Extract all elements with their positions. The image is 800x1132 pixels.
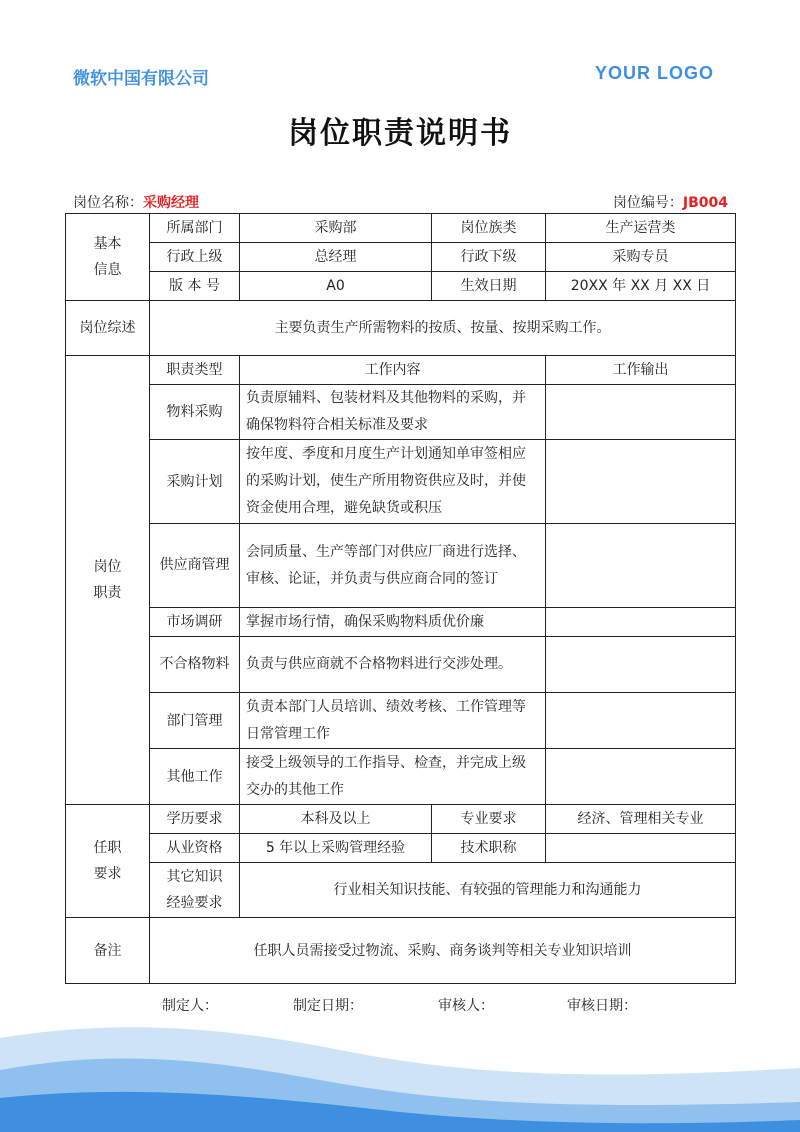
- qualification-row-1: [66, 805, 736, 834]
- maker-label: 制定人：: [162, 998, 218, 1014]
- subordinate-label: 行政下级: [432, 243, 546, 272]
- major-label: 专业要求: [432, 805, 546, 834]
- duty-content: 接受上级领导的工作指导、检查，并完成上级交办的其他工作: [240, 749, 546, 805]
- duty-output: [546, 385, 736, 440]
- superior-label: 行政上级: [150, 243, 240, 272]
- page-title: 岗位职责说明书: [288, 116, 512, 151]
- dept-value: 采购部: [240, 214, 432, 243]
- duty-row: [66, 385, 736, 440]
- duty-content: 掌握市场行情，确保采购物料质优价廉: [240, 608, 546, 637]
- position-code: [613, 192, 728, 212]
- qualification-section-label: 任职要求: [66, 805, 150, 918]
- duty-type-header: 职责类型: [150, 356, 240, 385]
- position-code-label: 岗位编号：: [612, 195, 683, 211]
- basic-row-2: [66, 243, 736, 272]
- duty-content: 负责与供应商就不合格物料进行交涉处理。: [240, 637, 546, 693]
- position-name-label: 岗位名称：: [73, 195, 143, 211]
- duty-output: [546, 749, 736, 805]
- duty-row: [66, 524, 736, 608]
- major-value: 经济、管理相关专业: [546, 805, 736, 834]
- duty-content-header: 工作内容: [240, 356, 546, 385]
- duty-output-header: 工作输出: [546, 356, 736, 385]
- position-name-value: 采购经理: [143, 195, 199, 211]
- position-name: [73, 192, 199, 212]
- duty-type: 物料采购: [150, 385, 240, 440]
- effective-label: 生效日期: [432, 272, 546, 301]
- qualification-row-3: [66, 863, 736, 918]
- other-value: 行业相关知识技能、有较强的管理能力和沟通能力: [240, 863, 736, 918]
- family-value: 生产运营类: [546, 214, 736, 243]
- duty-type: 采购计划: [150, 440, 240, 524]
- title-value: [546, 834, 736, 863]
- company-name: 微软中国有限公司: [73, 69, 209, 89]
- duty-content: 按年度、季度和月度生产计划通知单审签相应的采购计划，使生产所用物资供应及时，并使资金使用合理，避免缺货或积压: [240, 440, 546, 524]
- reviewer-label: 审核人：: [438, 998, 494, 1014]
- edu-value: 本科及以上: [240, 805, 432, 834]
- basic-row-1: [66, 214, 736, 243]
- position-code-value: JB004: [682, 195, 728, 211]
- summary-text: 主要负责生产所需物料的按质、按量、按期采购工作。: [150, 301, 736, 356]
- duty-row: [66, 608, 736, 637]
- title-label: 技术职称: [432, 834, 546, 863]
- make-date-label: 制定日期：: [293, 998, 363, 1014]
- family-label: 岗位族类: [432, 214, 546, 243]
- version-value: A0: [240, 272, 432, 301]
- qualification-row-2: [66, 834, 736, 863]
- decorative-waves: [0, 1010, 800, 1132]
- logo: YOUR LOGO: [594, 63, 714, 83]
- duty-row: [66, 637, 736, 693]
- remarks-row: [66, 918, 736, 984]
- duty-type: 部门管理: [150, 693, 240, 749]
- duty-content: 负责原辅料、包装材料及其他物料的采购，并确保物料符合相关标准及要求: [240, 385, 546, 440]
- job-description-table: [65, 213, 736, 984]
- duty-output: [546, 693, 736, 749]
- basic-section-label: 基本信息: [66, 214, 150, 301]
- summary-section-label: 岗位综述: [66, 301, 150, 356]
- review-date-label: 审核日期：: [567, 998, 637, 1014]
- duty-type: 供应商管理: [150, 524, 240, 608]
- version-label: 版 本 号: [150, 272, 240, 301]
- exp-label: 从业资格: [150, 834, 240, 863]
- subordinate-value: 采购专员: [546, 243, 736, 272]
- remarks-text: 任职人员需接受过物流、采购、商务谈判等相关专业知识培训: [150, 918, 736, 984]
- duty-output: [546, 440, 736, 524]
- duty-content: 负责本部门人员培训、绩效考核、工作管理等日常管理工作: [240, 693, 546, 749]
- duties-section-label: 岗位职责: [66, 356, 150, 805]
- duty-type: 其他工作: [150, 749, 240, 805]
- duty-type: 市场调研: [150, 608, 240, 637]
- dept-label: 所属部门: [150, 214, 240, 243]
- duty-row: [66, 693, 736, 749]
- superior-value: 总经理: [240, 243, 432, 272]
- duty-output: [546, 637, 736, 693]
- basic-row-3: [66, 272, 736, 301]
- other-label: 其它知识经验要求: [150, 863, 240, 918]
- exp-value: 5 年以上采购管理经验: [240, 834, 432, 863]
- duty-row: [66, 440, 736, 524]
- duty-content: 会同质量、生产等部门对供应厂商进行选择、审核、论证，并负责与供应商合同的签订: [240, 524, 546, 608]
- edu-label: 学历要求: [150, 805, 240, 834]
- remarks-section-label: 备注: [66, 918, 150, 984]
- duty-output: [546, 608, 736, 637]
- summary-row: [66, 301, 736, 356]
- duty-output: [546, 524, 736, 608]
- duty-type: 不合格物料: [150, 637, 240, 693]
- duties-header-row: [66, 356, 736, 385]
- duty-row: [66, 749, 736, 805]
- effective-value: 20XX 年 XX 月 XX 日: [546, 272, 736, 301]
